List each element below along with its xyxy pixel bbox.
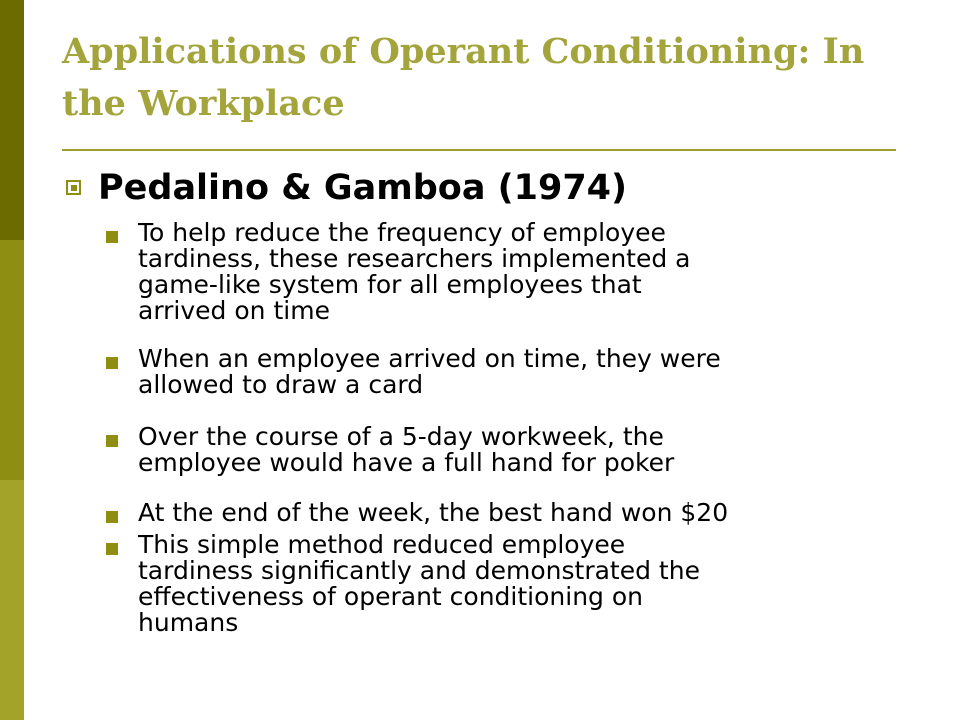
sub-point-text: When an employee arrived on time, they were allowed to draw a card — [138, 344, 721, 399]
hollow-square-bullet-icon — [66, 180, 81, 195]
square-bullet-icon — [106, 511, 118, 523]
sub-point-text: At the end of the week, the best hand won $20 — [138, 498, 729, 527]
side-bar-mid — [0, 240, 24, 480]
main-point-text: Pedalino & Gamboa (1974) — [98, 168, 628, 208]
sub-point-text: This simple method reduced employee tardiness significantly and demonstrated the effectiveness of operant conditioning on humans — [138, 530, 700, 637]
slide-title: Applications of Operant Conditioning: In the Workplace — [62, 31, 865, 124]
side-bar-light — [0, 480, 24, 720]
square-bullet-icon — [106, 435, 118, 447]
square-bullet-icon — [106, 231, 118, 243]
square-bullet-icon — [106, 543, 118, 555]
side-bar-dark — [0, 0, 24, 240]
sub-point-text: Over the course of a 5-day workweek, the employee would have a full hand for poker — [138, 422, 675, 477]
square-bullet-icon — [106, 357, 118, 369]
title-divider — [62, 149, 896, 151]
sub-point-text: To help reduce the frequency of employee tardiness, these researchers implemented a game-like system for all employees that arrived on time — [138, 218, 691, 325]
